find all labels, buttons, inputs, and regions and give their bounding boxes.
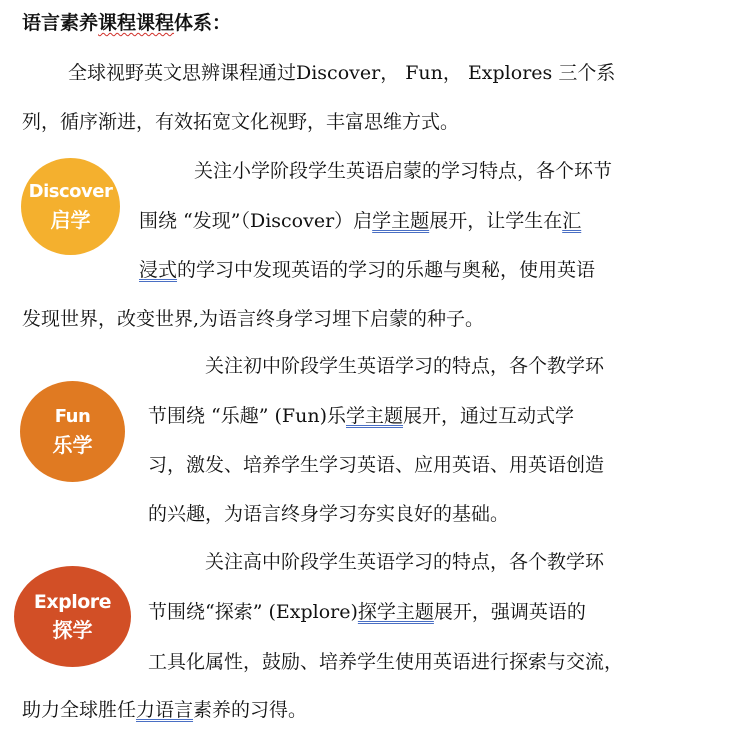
fun-theme-marked: 学主题 <box>346 405 404 427</box>
intro-line-2: 列，循序渐进，有效拓宽文化视野，丰富思维方式。 <box>22 111 460 133</box>
discover-line-3 <box>139 257 595 283</box>
explore-language-marked: 力语言 <box>136 699 194 721</box>
fun-badge <box>20 381 125 482</box>
explore-line-3: 工具化属性，鼓励、培养学生使用英语进行探索与交流， <box>148 651 624 673</box>
explore-line-1: 关注高中阶段学生英语学习的特点，各个教学环 <box>205 551 605 573</box>
title-suffix: 体系： <box>174 12 232 34</box>
explore-badge <box>14 566 131 667</box>
discover-badge-zh: 启学 <box>50 207 91 232</box>
discover-badge <box>21 158 120 255</box>
discover-line-2 <box>139 208 581 234</box>
fun-line-2-c: 展开，通过互动式学 <box>403 405 575 427</box>
discover-line-3-b: 的学习中发现英语的学习的乐趣与奥秘，使用英语 <box>177 259 596 281</box>
discover-line-4: 发现世界，改变世界,为语言终身学习埋下启蒙的种子。 <box>22 308 485 330</box>
fun-line-3: 习，激发、培养学生学习英语、应用英语、用英语创造 <box>148 454 605 476</box>
discover-immersive-marked-2: 浸式 <box>139 259 178 281</box>
title-spellcheck-marked: 课程课程 <box>98 12 175 34</box>
explore-line-2 <box>148 599 586 625</box>
discover-immersive-marked-1: 汇 <box>562 210 582 232</box>
explore-line-2-c: 展开，强调英语的 <box>433 601 586 623</box>
explore-badge-zh: 探学 <box>52 617 93 642</box>
explore-line-4-c: 素养的习得。 <box>193 699 308 721</box>
discover-badge-en: Discover <box>28 180 113 202</box>
discover-theme-marked: 学主题 <box>372 210 430 232</box>
explore-theme-marked: 探学主题 <box>357 601 434 623</box>
fun-badge-zh: 乐学 <box>52 432 93 457</box>
discover-line-2-c: 展开，让学生在 <box>429 210 563 232</box>
explore-line-4-a: 助力全球胜任 <box>22 699 137 721</box>
fun-line-2-a: 节围绕 “乐趣” (Fun)乐 <box>148 405 346 427</box>
fun-line-1: 关注初中阶段学生英语学习的特点，各个教学环 <box>205 355 605 377</box>
explore-badge-en: Explore <box>33 590 112 613</box>
discover-line-1: 关注小学阶段学生英语启蒙的学习特点，各个环节 <box>194 160 613 182</box>
discover-line-2-a: 围绕 “发现”（Discover）启 <box>139 210 373 232</box>
fun-line-4: 的兴趣，为语言终身学习夯实良好的基础。 <box>148 503 510 525</box>
intro-line-1: 全球视野英文思辨课程通过Discover， Fun， Explores 三个系 <box>68 62 616 84</box>
fun-badge-en: Fun <box>54 405 91 427</box>
explore-line-2-a: 节围绕“探索” (Explore) <box>148 601 358 623</box>
title-prefix: 语言素养 <box>22 12 99 34</box>
explore-line-4 <box>22 697 307 723</box>
fun-line-2 <box>148 403 574 429</box>
page-title <box>22 10 231 36</box>
